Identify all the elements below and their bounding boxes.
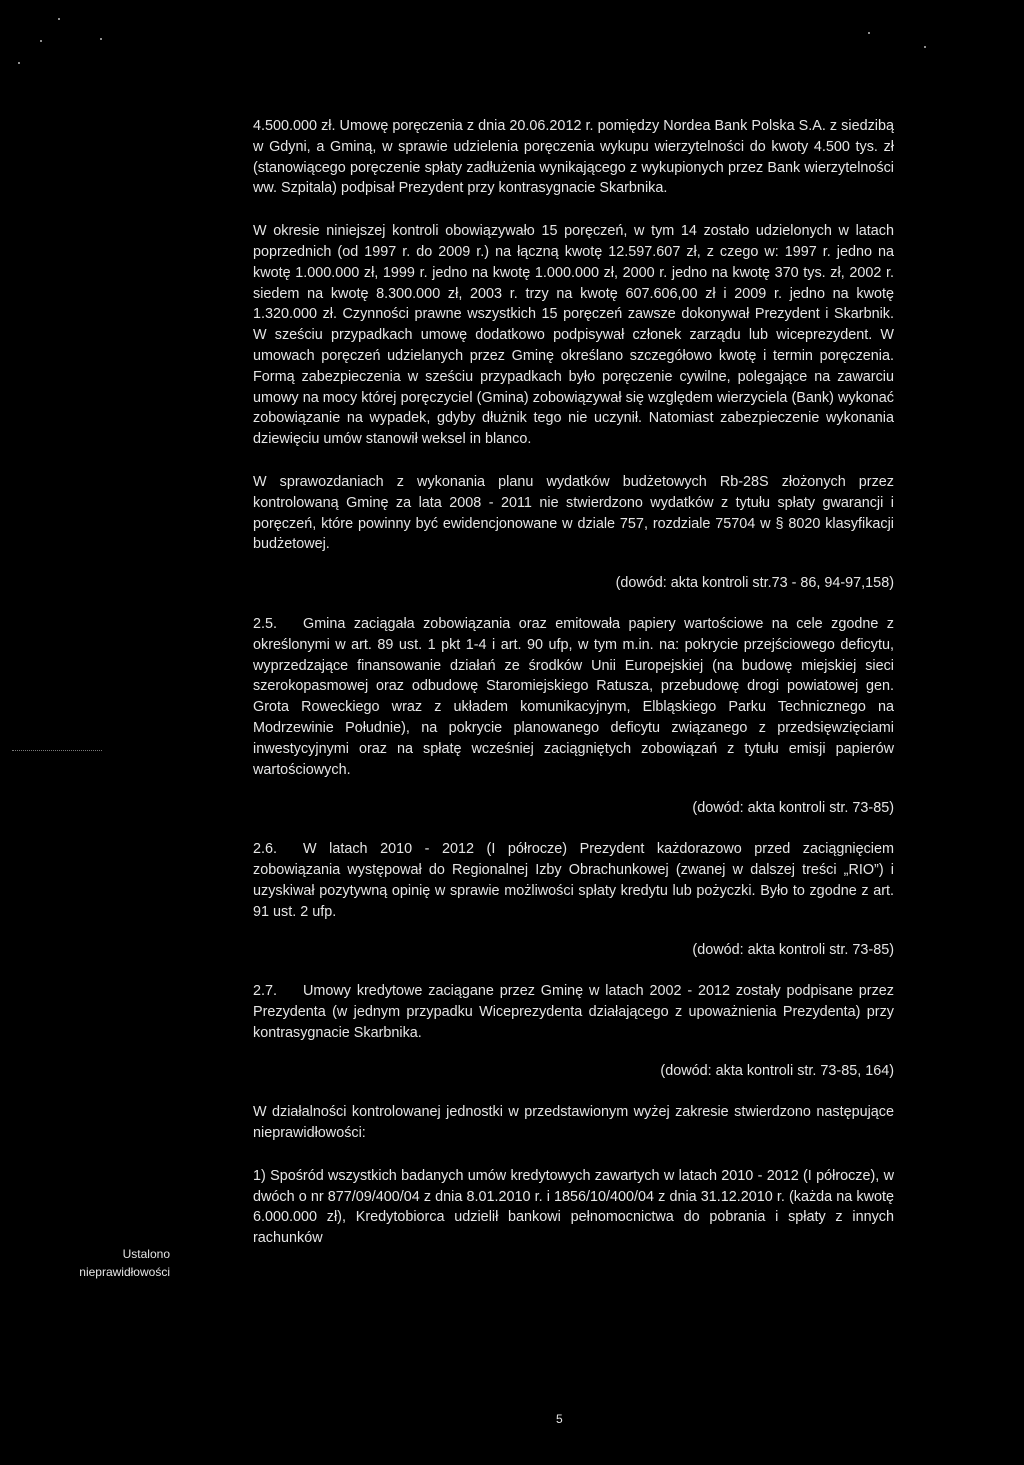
page-number: 5 — [556, 1412, 563, 1426]
section-paragraph — [253, 981, 894, 1043]
body-paragraph: 1) Spośród wszystkich badanych umów kredytowych zawartych w latach 2010 - 2012 (I półrocze), w dwóch o nr 877/09/400/04 z dnia 8.01.2010 r. i 1856/10/400/04 z dnia 31.12.2010 r. (każda na kwotę 6.000.000 zł), Kredytobiorca udzielił bankowi pełnomocnictwa do pobrania i spłaty z innych rachunków — [253, 1167, 894, 1247]
margin-note: Ustalono nieprawidłowości — [79, 1247, 170, 1279]
section-text: Umowy kredytowe zaciągane przez Gminę w latach 2002 - 2012 zostały podpisane przez Prezydenta (w jednym przypadku Wiceprezydenta działającego z upoważnienia Prezydenta) przy kontrasygnacie Skarbnika. — [253, 983, 894, 1041]
section-paragraph — [253, 839, 894, 922]
body-paragraph: W sprawozdaniach z wykonania planu wydatków budżetowych Rb-28S złożonych przez kontrolowaną Gminę za lata 2008 - 2011 nie stwierdzono wydatków z tytułu spłaty gwarancji i poręczeń, które powinny być ewidencjonowane w dziale 757, rozdziale 75704 w § 8020 klasyfikacji budżetowej. — [253, 473, 894, 553]
section-text: W latach 2010 - 2012 (I półrocze) Prezydent każdorazowo przed zaciągnięciem zobowiązania występował do Regionalnej Izby Obrachunkowej (zwanej w dalszej treści „RIO”) i uzyskiwał pozytywną opinię w sprawie możliwości spłaty kredytu lub pożyczki. Było to zgodne z art. 91 ust. 2 ufp. — [253, 841, 894, 920]
scan-speck — [40, 40, 42, 42]
evidence-reference: (dowód: akta kontroli str. 73-85) — [692, 800, 894, 817]
evidence-reference: (dowód: akta kontroli str.73 - 86, 94-97,158) — [615, 575, 894, 592]
section-number: 2.5. — [253, 615, 278, 632]
scan-speck — [100, 38, 102, 40]
section-text: Gmina zaciągała zobowiązania oraz emitowała papiery wartościowe na cele zgodne z określonymi w art. 89 ust. 1 pkt 1-4 i art. 90 ufp, w tym m.in. na: pokrycie przejściowego deficytu, wyprzedzające finansowanie działań ze środków Unii Europejskiej (na budowę miejskiej sieci szerokopasmowej oraz odbudowę Staromiejskiego Ratusza, przebudowę drogi powiatowej gen. Grota Roweckiego wraz z układem komunikacyjnym, Elbląskiego Parku Technicznego na Modrzewinie Południe), na pokrycie planowanego deficytu związanego z przedsięwzięciami inwestycyjnymi oraz na spłatę wcześniej zaciągniętych zobowiązań z tytułu emisji papierów wartościowych. — [253, 615, 894, 778]
evidence-reference: (dowód: akta kontroli str. 73-85, 164) — [660, 1063, 894, 1080]
body-paragraph: W działalności kontrolowanej jednostki w przedstawionym wyżej zakresie stwierdzono następujące nieprawidłowości: — [253, 1104, 894, 1142]
scan-speck — [868, 32, 870, 34]
scan-speck — [18, 62, 20, 64]
body-paragraph: 4.500.000 zł. Umowę poręczenia z dnia 20.06.2012 r. pomiędzy Nordea Bank Polska S.A. z siedzibą w Gdyni, a Gminą, w sprawie udzielenia poręczenia wykupu wierzytelności do kwoty 4.500 tys. zł (stanowiącego poręczenie spłaty zadłużenia wynikającego z wykupionych przez Bank wierzytelności ww. Szpitala) podpisał Prezydent przy kontrasygnacie Skarbnika. — [253, 118, 894, 197]
body-paragraph: W okresie niniejszej kontroli obowiązywało 15 poręczeń, w tym 14 zostało udzielonych w latach poprzednich (od 1997 r. do 2009 r.) na łączną kwotę 12.597.607 zł, z czego w: 1997 r. jedno na kwotę 1.000.000 zł, 1999 r. jedno na kwotę 1.000.000 zł, 2000 r. jedno na kwotę 370 tys. zł, 2002 r. siedem na kwotę 8.300.000 zł, 2003 r. trzy na kwotę 607.606,00 zł i 2009 r. jedno na kwotę 1.320.000 zł. Czynności prawne wszystkich 15 poręczeń zawsze dokonywał Prezydent i Skarbnik. W sześciu przypadkach umowę dodatkowo podpisywał członek zarządu lub wiceprezydent. W umowach poręczeń udzielanych przez Gminę określano szczegółowo kwotę i termin poręczenia. Formą zabezpieczenia w sześciu przypadkach było poręczenie cywilne, polegające na zawarciu umowy na mocy której poręczyciel (Gmina) zobowiązywał się względem wierzyciela (Bank) wykonać zobowiązanie na wypadek, gdyby dłużnik tego nie uczynił. Natomiast zabezpieczenie wykonania dziewięciu umów stanowił weksel in blanco. — [253, 223, 894, 448]
scan-speck — [58, 18, 60, 20]
scan-artifact-line — [12, 750, 102, 751]
section-number: 2.6. — [253, 841, 278, 858]
evidence-reference: (dowód: akta kontroli str. 73-85) — [692, 942, 894, 959]
section-paragraph — [253, 614, 894, 780]
section-number: 2.7. — [253, 983, 278, 1000]
scan-speck — [924, 46, 926, 48]
main-text-column — [253, 116, 894, 1271]
